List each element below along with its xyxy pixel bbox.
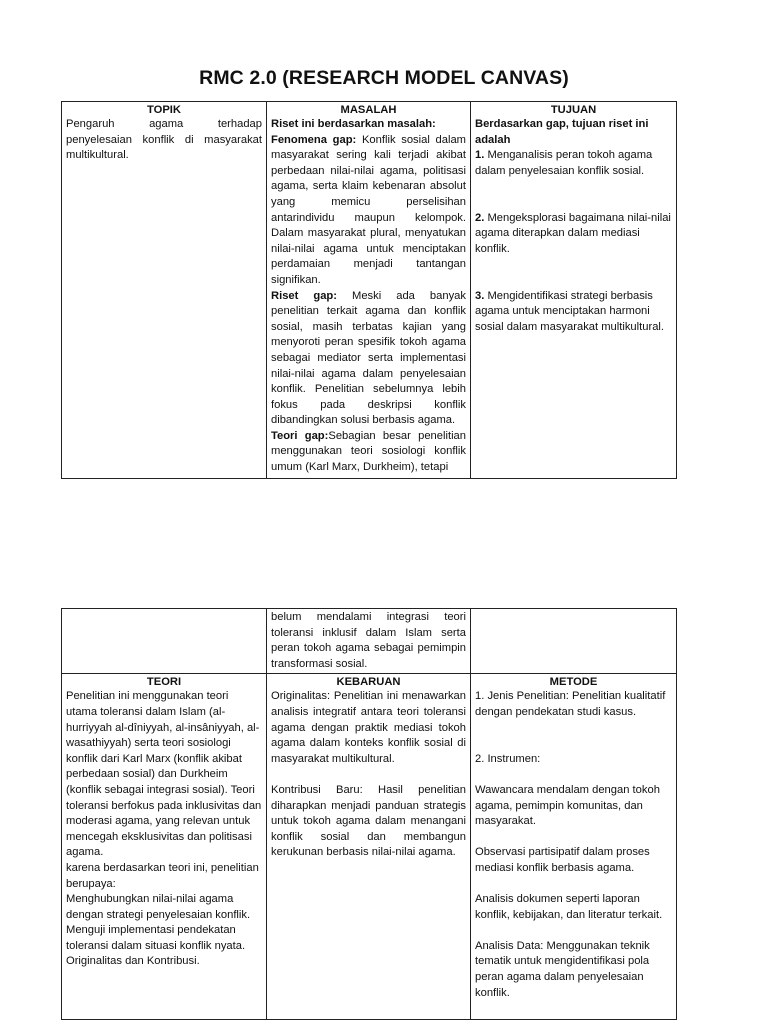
tujuan-item-1-text: Menganalisis peran tokoh agama dalam penyelesaian konflik sosial. (475, 149, 653, 177)
tujuan-header: TUJUAN (550, 104, 597, 116)
riset-gap (271, 289, 466, 429)
masalah-header: MASALAH (340, 104, 397, 116)
canvas-table-bottom (61, 608, 677, 1020)
tujuan-intro: Berdasarkan gap, tujuan riset ini adalah (475, 118, 649, 146)
tujuan-item-2-text: Mengeksplorasi bagaimana nilai-nilai agama diterapkan dalam mediasi konflik. (475, 211, 671, 255)
metode-instrumen: 2. Instrumen: (475, 752, 541, 765)
masalah-continued-cell (267, 609, 471, 674)
teori-header: TEORI (146, 676, 182, 689)
teori-gap-text: Sebagian besar penelitian menggunakan teori sosiologi konflik umum (Karl Marx, Durkheim), tetapi (271, 429, 466, 474)
kebaruan-kontribusi: Kontribusi Baru: Hasil penelitian diharapkan menjadi panduan strategis untuk tokoh agama dalam menangani konflik sosial dan membangun kerukunan berbasis nilai-nilai agama. (271, 783, 466, 859)
teori-gap (271, 429, 466, 476)
metode-cell (471, 674, 677, 1020)
topik-text: Pengaruh agama terhadap penyelesaian konflik di masyarakat multikultural. (66, 118, 262, 162)
topik-header: TOPIK (147, 104, 181, 116)
riset-gap-label: Riset gap: (271, 289, 337, 302)
fenomena-gap-label: Fenomena gap: (271, 133, 357, 146)
kebaruan-originalitas: Originalitas: Penelitian ini menawarkan analisis integratif antara teori toleransi agama dengan praktik mediasi tokoh agama dalam konteks konflik sosial di masyarakat multikultural. (271, 690, 466, 765)
tujuan-item-3 (475, 289, 672, 336)
metode-analisis-data: Analisis Data: Menggunakan teknik tematik untuk mengidentifikasi pola peran agama dalam penyelesaian konflik. (475, 939, 650, 999)
teori-paragraph-2: karena berdasarkan teori ini, penelitian berupaya: (66, 861, 259, 890)
teori-cell (62, 674, 267, 1020)
teori-paragraph-3: Menghubungkan nilai-nilai agama dengan strategi penyelesaian konflik. (66, 893, 251, 921)
metode-dokumen: Analisis dokumen seperti laporan konflik, kebijakan, dan literatur terkait. (475, 893, 663, 921)
document-title: RMC 2.0 (RESEARCH MODEL CANVAS) (199, 67, 569, 89)
masalah-intro: Riset ini berdasarkan masalah: (271, 118, 436, 130)
tujuan-item-1-number: 1. (475, 149, 485, 162)
canvas-table-top (61, 101, 677, 479)
tujuan-cell (471, 102, 677, 479)
metode-observasi: Observasi partisipatif dalam proses mediasi konflik berbasis agama. (475, 846, 650, 874)
teori-gap-label: Teori gap: (271, 429, 329, 442)
topik-cell (62, 102, 267, 479)
fenomena-gap (271, 133, 466, 289)
fenomena-gap-text: Konflik sosial dalam masyarakat sering kali terjadi akibat perbedaan nilai-nilai agama, politisasi agama, serta klaim kebenaran absolut yang memicu perselisihan antarindividu maupun kelompok. Dalam masyarakat plural, menyatukan nilai-nilai agama untuk menciptakan perdamaian menjadi tantangan signifikan. (271, 133, 467, 286)
tujuan-item-2-number: 2. (475, 211, 485, 224)
metode-header: METODE (549, 676, 598, 689)
teori-paragraph-4: Menguji implementasi pendekatan toleransi dalam situasi konflik nyata. (66, 924, 246, 952)
kebaruan-header: KEBARUAN (336, 676, 401, 689)
tujuan-item-3-text: Mengidentifikasi strategi berbasis agama untuk menciptakan harmoni sosial dalam masyarakat multikultural. (475, 289, 665, 333)
kebaruan-cell (267, 674, 471, 1020)
tujuan-item-1 (475, 148, 672, 179)
teori-paragraph-1: Penelitian ini menggunakan teori utama toleransi dalam Islam (al-hurriyyah al-dîniyyah, al-insâniyyah, al-wasathiyyah) serta teori sosiologi konflik dari Karl Marx (konflik akibat perbedaan sosial) dan Durkheim (konflik sebagai integrasi sosial). Teori toleransi berfokus pada inklusivitas dan moderasi agama, yang relevan untuk mencegah eksklusivitas dan politisasi agama. (66, 690, 262, 859)
masalah-continued-text: belum mendalami integrasi teori toleransi inklusif dalam Islam serta peran tokoh agama sebagai pemimpin transformasi sosial. (271, 611, 466, 670)
metode-jenis: 1. Jenis Penelitian: Penelitian kualitatif dengan pendekatan studi kasus. (475, 690, 666, 718)
metode-wawancara: Wawancara mendalam dengan tokoh agama, pemimpin komunitas, dan masyarakat. (475, 783, 660, 828)
masalah-cell (267, 102, 471, 479)
tujuan-continued-cell (471, 609, 677, 674)
teori-paragraph-5: Originalitas dan Kontribusi. (66, 955, 200, 968)
tujuan-item-2 (475, 211, 672, 258)
riset-gap-text: Meski ada banyak penelitian terkait agama dan konflik sosial, masih terbatas kajian yang menyoroti peran spesifik tokoh agama sebagai mediator serta implementasi nilai-nilai agama dalam penyelesaian konflik. Penelitian sebelumnya lebih fokus pada deskripsi konflik dibandingkan solusi berbasis agama. (271, 289, 466, 427)
tujuan-item-3-number: 3. (475, 289, 485, 302)
topik-continued-cell (62, 609, 267, 674)
